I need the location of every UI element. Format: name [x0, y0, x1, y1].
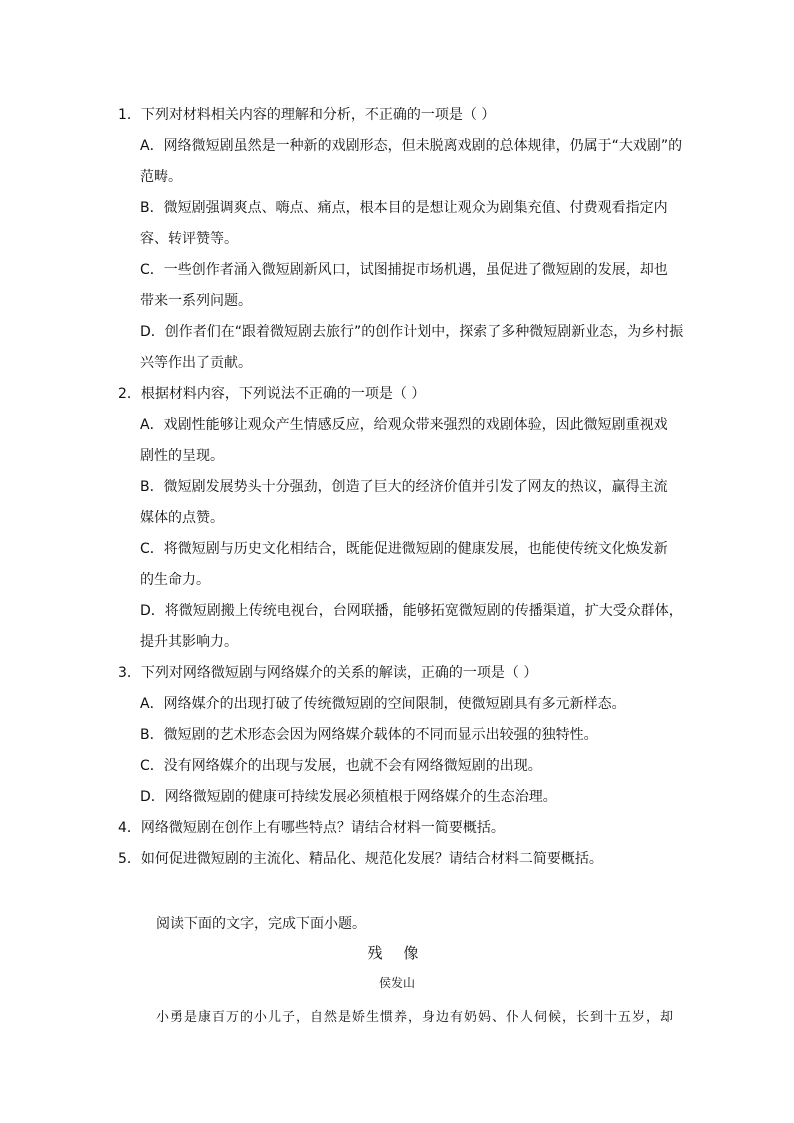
- option-line: A．戏剧性能够让观众产生情感反应，给观众带来强烈的戏剧体验，因此微短剧重视戏: [140, 417, 668, 433]
- option-line: D．网络微短剧的健康可持续发展必须植根于网络媒介的生态治理。: [140, 789, 557, 805]
- question-2-option-a: [118, 410, 698, 472]
- question-2-option-c: [118, 534, 698, 596]
- option-line: A．网络媒介的出现打破了传统微短剧的空间限制，使微短剧具有多元新样态。: [140, 696, 626, 712]
- question-5-stem: [118, 844, 698, 875]
- option-line: 剧性的呈现。: [140, 448, 224, 464]
- question-3-option-a: [118, 689, 698, 720]
- option-line: 容、转评赞等。: [140, 231, 238, 247]
- option-line: C．将微短剧与历史文化相结合，既能促进微短剧的健康发展，也能使传统文化焕发新: [140, 541, 668, 557]
- question-2-option-b: [118, 472, 698, 534]
- story-author: 侯发山: [378, 976, 415, 990]
- question-text: 如何促进微短剧的主流化、精品化、规范化发展？请结合材料二简要概括。: [140, 851, 603, 867]
- option-line: D．创作者们在“跟着微短剧去旅行”的创作计划中，探索了多种微短剧新业态，为乡村振: [140, 324, 684, 340]
- option-line: A．网络微短剧虽然是一种新的戏剧形态，但未脱离戏剧的总体规律，仍属于“大戏剧”的: [140, 138, 683, 154]
- option-line: D．将微短剧搬上传统电视台，台网联播，能够拓宽微短剧的传播渠道，扩大受众群体，: [140, 603, 683, 619]
- question-3-option-d: [118, 782, 698, 813]
- question-number: 3．: [118, 665, 141, 681]
- question-3-stem: [118, 658, 698, 689]
- question-text: 网络微短剧在创作上有哪些特点？请结合材料一简要概括。: [140, 820, 505, 836]
- option-line: 提升其影响力。: [140, 634, 238, 650]
- reading-instruction: 阅读下面的文字，完成下面小题。: [156, 916, 366, 932]
- question-3-option-b: [118, 720, 698, 751]
- option-line: C．没有网络媒介的出现与发展，也就不会有网络微短剧的出现。: [140, 758, 542, 774]
- question-text: 下列对材料相关内容的理解和分析，不正确的一项是（ ）: [140, 107, 496, 123]
- option-line: 带来一系列问题。: [140, 293, 252, 309]
- option-line: 兴等作出了贡献。: [140, 355, 252, 371]
- question-number: 4．: [118, 820, 141, 836]
- story-title: 残 像: [367, 944, 427, 962]
- option-line: 的生命力。: [140, 572, 210, 588]
- option-line: 媒体的点赞。: [140, 510, 224, 526]
- question-number: 1．: [118, 107, 141, 123]
- question-1-option-b: [118, 193, 698, 255]
- question-3-option-c: [118, 751, 698, 782]
- question-number: 5．: [118, 851, 141, 867]
- question-text: 下列对网络微短剧与网络媒介的关系的解读，正确的一项是（ ）: [140, 665, 538, 681]
- question-4-stem: [118, 813, 698, 844]
- option-line: B．微短剧发展势头十分强劲，创造了巨大的经济价值并引发了网友的热议，赢得主流: [140, 479, 668, 495]
- question-list: [118, 100, 698, 875]
- question-2-option-d: [118, 596, 698, 658]
- option-line: B．微短剧的艺术形态会因为网络媒介载体的不同而显示出较强的独特性。: [140, 727, 598, 743]
- question-1-option-a: [118, 131, 698, 193]
- question-1-option-d: [118, 317, 698, 379]
- question-number: 2．: [118, 386, 141, 402]
- question-text: 根据材料内容，下列说法不正确的一项是（ ）: [140, 386, 426, 402]
- question-2-stem: [118, 379, 698, 410]
- question-1-option-c: [118, 255, 698, 317]
- option-line: B．微短剧强调爽点、嗨点、痛点，根本目的是想让观众为剧集充值、付费观看指定内: [140, 200, 668, 216]
- question-1-stem: [118, 100, 698, 131]
- option-line: 范畴。: [140, 169, 182, 185]
- story-first-line: 小勇是康百万的小儿子，自然是娇生惯养，身边有奶妈、仆人伺候，长到十五岁，却: [156, 1010, 675, 1025]
- option-line: C．一些创作者涌入微短剧新风口，试图捕捉市场机遇，虽促进了微短剧的发展，却也: [140, 262, 668, 278]
